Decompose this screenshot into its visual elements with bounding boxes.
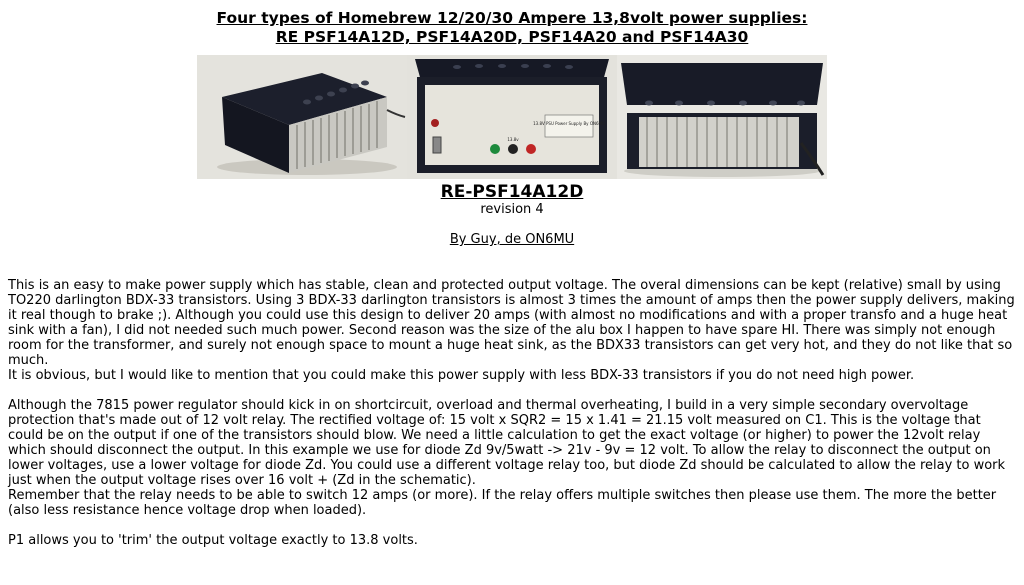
revision-label: revision 4	[480, 202, 544, 217]
psu-photo-angled	[197, 55, 407, 179]
paragraph-overvoltage: Although the 7815 power regulator should kick in on shortcircuit, overload and thermal overheating, I build in a very simple secondary overvoltage protection that's made out of 12 volt relay. The rectified voltage of: 15 volt x SQR2 = 15 x 1.41 = 21.15 volt measured on C1. This is the voltage that could be on the output if one of the transistors should blow. We need a little calculation to get the exact voltage (or higher) to power the 12volt relay which should disconnect the output. In this example we use for diode Zd 9v/5watt -> 21v - 9v = 12 volt. To allow the relay to disconnect the output on lower voltages, use a lower voltage for diode Zd. You could use a different voltage relay too, but diode Zd should be calculated to allow the relay to work just when the output voltage rises over 16 volt + (Zd in the schematic).	[8, 398, 1006, 488]
paragraph-relay: Remember that the relay needs to be able to switch 12 amps (or more). If the relay offers multiple switches then please use them. The more the better (also less resistance hence voltage drop when loaded).	[8, 488, 997, 518]
front-label-text: 13.8V PSU Power Supply By ON6MU	[533, 121, 605, 126]
photo-strip	[0, 55, 1024, 179]
psu-photo-rear	[617, 55, 827, 179]
article-body	[8, 278, 1016, 548]
paragraph-trim: P1 allows you to 'trim' the output voltage exactly to 13.8 volts.	[8, 533, 418, 548]
front-meter-text: 13.8v	[507, 137, 519, 142]
paragraph-intro: This is an easy to make power supply which has stable, clean and protected output voltage. The overal dimensions can be kept (relative) small by using TO220 darlington BDX-33 transistors. Using 3 BDX-33 darlington transistors is almost 3 times the amount of amps then the power supply delivers, making it real though to brake ;). Although you could use this design to deliver 20 amps (with almost no modifications and with a proper transfo and a huge heat sink with a fan), I did not needed such much power. Second reason was the size of the alu box I happen to have spare HI. There was simply not enough room for the transformer, and surely not enough space to mount a huge heat sink, as the BDX33 transistors can get very hot, and they do not like that so much.	[8, 278, 1015, 368]
page-header	[0, 9, 1024, 47]
model-name: RE-PSF14A12D	[440, 182, 584, 202]
page-title	[0, 9, 1024, 47]
title-line-1: Four types of Homebrew 12/20/30 Ampere 13,8volt power supplies:	[216, 9, 808, 27]
paragraph-less-transistors: It is obvious, but I would like to mention that you could make this power supply with less BDX-33 transistors if you do not need high power.	[8, 368, 915, 383]
psu-front-image	[407, 55, 617, 179]
author-line	[0, 232, 1024, 248]
paragraph-gap	[8, 383, 1016, 398]
author-link[interactable]: By Guy, de ON6MU	[449, 232, 575, 247]
psu-photo-front	[407, 55, 617, 179]
title-line-2: RE PSF14A12D, PSF14A20D, PSF14A20 and PSF14A30	[275, 28, 749, 46]
psu-rear-image	[617, 55, 827, 179]
paragraph-gap	[8, 518, 1016, 533]
psu-angled-image	[197, 55, 407, 179]
